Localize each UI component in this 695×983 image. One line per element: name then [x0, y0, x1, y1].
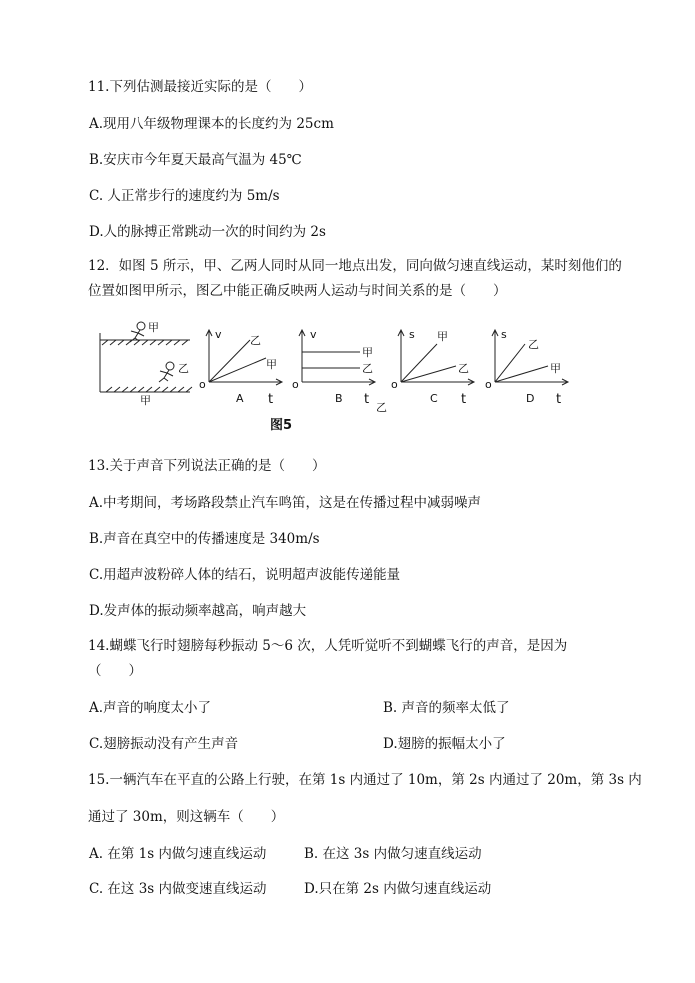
q14-stem-line2: （ ） — [88, 663, 142, 679]
graph-b-axis-t: t — [364, 392, 370, 407]
graph-c — [391, 328, 474, 407]
q14-option-d: D.翅膀的振幅太小了 — [383, 736, 506, 752]
graph-a-label-yi: 乙 — [250, 334, 261, 347]
q15-stem-line2: 通过了 30m，则这辆车（ ） — [88, 809, 285, 825]
graph-b-label-jia: 甲 — [362, 346, 373, 359]
graph-c-label: C — [430, 392, 438, 405]
runner-yi-icon — [159, 362, 174, 382]
graph-c-label-jia: 甲 — [437, 330, 448, 343]
graph-a-line-yi — [209, 340, 250, 382]
graph-c-axis-t: t — [461, 392, 467, 407]
q15-option-b: B. 在这 3s 内做匀速直线运动 — [304, 846, 482, 862]
graph-d — [485, 328, 568, 407]
position-label-yi: 乙 — [178, 362, 189, 375]
q11-option-c: C. 人正常步行的速度约为 5m/s — [89, 188, 280, 204]
graph-b-label: B — [335, 392, 343, 405]
figure-caption: 图5 — [270, 418, 293, 433]
graph-d-origin: o — [485, 378, 492, 391]
graph-a-line-jia — [209, 358, 266, 382]
graph-d-label-jia: 甲 — [550, 362, 561, 375]
runner-jia-icon — [130, 322, 145, 342]
q13-stem: 13.关于声音下列说法正确的是（ ） — [88, 458, 326, 474]
q14-option-a: A.声音的响度太小了 — [89, 700, 212, 716]
q15-option-c: C. 在这 3s 内做变速直线运动 — [89, 881, 267, 897]
graph-a-label-jia: 甲 — [266, 358, 277, 371]
q11-stem: 11.下列估测最接近实际的是（ ） — [88, 79, 312, 95]
q13-option-c: C.用超声波粉碎人体的结石，说明超声波能传递能量 — [89, 567, 401, 583]
position-label-jia: 甲 — [148, 321, 159, 334]
graph-d-label-yi: 乙 — [528, 338, 539, 351]
graph-b — [292, 328, 387, 414]
q14-stem-line1: 14.蝴蝶飞行时翅膀每秒振动 5～6 次，人凭听觉听不到蝴蝶飞行的声音，是因为 — [88, 638, 568, 654]
q11-option-d: D.人的脉搏正常跳动一次的时间约为 2s — [89, 224, 326, 240]
graph-b-below-label-yi: 乙 — [376, 401, 387, 414]
graph-d-axis-t: t — [556, 392, 562, 407]
graph-c-label-yi: 乙 — [458, 362, 469, 375]
graph-b-label-yi: 乙 — [362, 362, 373, 375]
graph-d-label: D — [526, 392, 535, 405]
position-diagram — [100, 322, 192, 392]
graph-d-line-yi — [495, 344, 525, 382]
q14-option-c: C.翅膀振动没有产生声音 — [89, 736, 239, 752]
q12-stem-line1: 12．如图 5 所示，甲、乙两人同时从同一地点出发，同向做匀速直线运动，某时刻他们的 — [88, 258, 622, 274]
q13-option-a: A.中考期间，考场路段禁止汽车鸣笛，这是在传播过程中减弱噪声 — [89, 495, 482, 511]
q15-stem-line1: 15.一辆汽车在平直的公路上行驶，在第 1s 内通过了 10m，第 2s 内通过了 20m，第 3s 内 — [88, 772, 642, 788]
q12-stem-line2: 位置如图甲所示，图乙中能正确反映两人运动与时间关系的是（ ） — [88, 283, 507, 299]
graph-a-axis-v: v — [215, 328, 222, 341]
graph-d-line-jia — [495, 366, 548, 382]
q15-option-a: A. 在第 1s 内做匀速直线运动 — [89, 846, 267, 862]
graph-b-origin: o — [292, 378, 299, 391]
graph-c-axis-s: s — [409, 328, 415, 341]
graph-b-axis-v: v — [310, 328, 317, 341]
graph-a — [199, 328, 282, 407]
q14-option-b: B. 声音的频率太低了 — [383, 700, 510, 716]
graph-a-axis-t: t — [268, 392, 274, 407]
graph-a-origin: o — [199, 378, 206, 391]
q15-option-d: D.只在第 2s 内做匀速直线运动 — [304, 881, 492, 897]
q13-option-d: D.发声体的振动频率越高，响声越大 — [89, 603, 307, 619]
graph-a-label: A — [236, 392, 244, 405]
q11-option-a: A.现用八年级物理课本的长度约为 25cm — [89, 116, 334, 132]
position-ground-label-jia: 甲 — [140, 394, 151, 407]
q11-option-b: B.安庆市今年夏天最高气温为 45℃ — [89, 152, 302, 168]
graph-c-origin: o — [391, 378, 398, 391]
q13-option-b: B.声音在真空中的传播速度是 340m/s — [89, 531, 320, 547]
graph-d-axis-s: s — [501, 328, 507, 341]
